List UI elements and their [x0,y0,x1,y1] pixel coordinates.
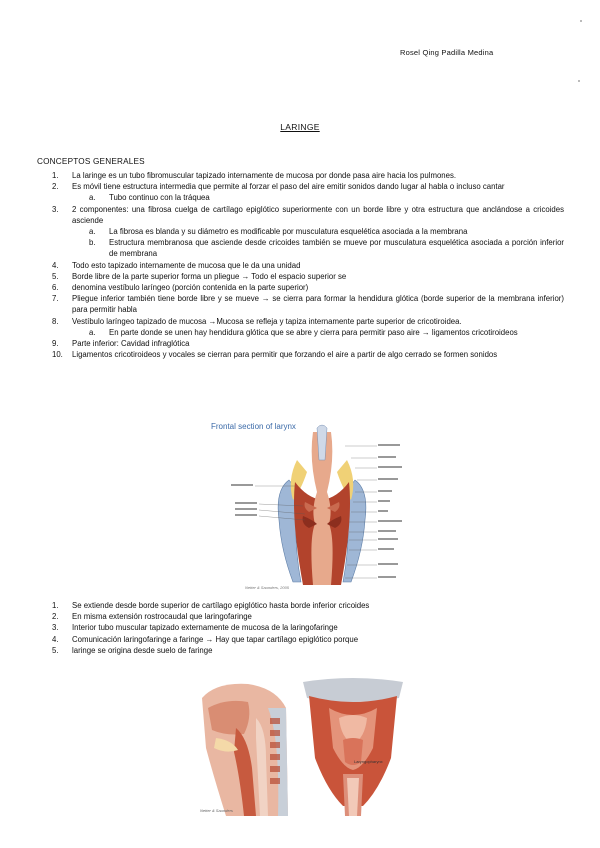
list-subitem [37,192,564,203]
list-item-text: Parte inferior: Cavidad infraglótica [72,339,190,349]
list-item [37,622,564,633]
list-item [37,293,564,315]
list-item-number: 4. [52,260,59,270]
list-item-number: 2. [52,182,59,192]
list-item-number: 1. [52,171,59,180]
list-item-text: La laringe es un tubo fibromuscular tapizado internamente de mucosa por donde pasa aire hacia los pulmones. [72,171,457,180]
list-item-text: Interior tubo muscular tapizado externamente de mucosa de la laringofaringe [72,623,338,633]
section-title: CONCEPTOS GENERALES [37,157,145,166]
list-larynx-extent [37,600,564,656]
list-item-text: En misma extensión rostrocaudal que laringofaringe [72,612,252,622]
figure-posterior-pharynx [299,678,407,816]
figure-larynx-frontal-section [205,420,410,592]
list-item [37,634,564,645]
list-item [37,645,564,656]
list-item [37,600,564,611]
list-item-text: Todo esto tapizado internamente de mucosa que le da una unidad [72,260,301,270]
figure-credit: Netter & Saunders, 2005 [245,585,290,590]
list-subitem-letter: b. [89,238,96,248]
list-subitem-letter: a. [89,193,96,203]
list-item [37,181,564,192]
list-item-number: 7. [52,294,59,304]
list-subitem-text: En parte donde se unen hay hendidura glótica que se abre y cierra para permitir paso aire → ligamentos cricotiroideos [109,327,518,337]
list-subitem-letter: a. [89,327,96,337]
page-marker [578,80,580,82]
list-item-number: 5. [52,271,59,281]
list-item [37,349,564,360]
list-item-text: Se extiende desde borde superior de cartílago epiglótico hasta borde inferior cricoides [72,601,370,610]
list-subitem-text: Tubo continuo con la tráquea [109,193,210,203]
list-item [37,338,564,349]
list-subitem [37,327,564,338]
list-subitem [37,237,564,259]
list-item-number: 8. [52,316,59,326]
list-item [37,260,564,271]
list-item [37,611,564,622]
list-item-text: 2 componentes: una fibrosa cuelga de cartílago epiglótico superiormente con un borde libre y otra estructura que anclándose a cricoides asciende [72,204,564,225]
list-item-number: 5. [52,645,59,655]
list-item-number: 6. [52,283,59,293]
posterior-pharynx-illustration [299,678,407,816]
figure-label: Laryngopharynx [354,759,383,764]
list-subitem-letter: a. [89,227,96,237]
list-item-number: 1. [52,601,59,610]
list-item [37,316,564,327]
list-item [37,271,564,282]
figure-title: Frontal section of larynx [211,422,296,431]
larynx-frontal-illustration [205,420,410,592]
list-item-number: 2. [52,612,59,622]
sagittal-section-illustration [196,678,296,816]
list-item-number: 3. [52,623,59,633]
list-subitem [37,226,564,237]
list-item-text: Ligamentos cricotiroideos y vocales se cierran para permitir que forzando el aire a partir de algo cerrado se formen sonidos [72,350,498,360]
list-item-text: Vestíbulo laríngeo tapizado de mucosa →Mucosa se refleja y tapiza internamente parte superior de cricotiroidea. [72,316,462,326]
list-item [37,282,564,293]
list-item-number: 3. [52,204,59,214]
list-item-text: Es móvil tiene estructura intermedia que permite al forzar el paso del aire emitir sonidos dando lugar al habla o incluso cantar [72,182,505,192]
list-subitem-text: La fibrosa es blanda y su diámetro es modificable por musculatura esquelética asociada a la membrana [109,227,468,237]
list-item-number: 4. [52,634,59,644]
list-item-text: Borde libre de la parte superior forma un pliegue → Todo el espacio superior se [72,271,347,281]
figure-sagittal-head-neck [196,678,296,816]
list-item-number: 10. [52,350,63,360]
list-general-concepts [37,170,564,360]
document-title: LARINGE [280,122,320,132]
page-marker [580,20,582,22]
list-item-text: laringe se origina desde suelo de faringe [72,645,213,655]
author-name: Rosel Qing Padilla Medina [400,48,494,57]
list-item-text: Comunicación laringofaringe a faringe → Hay que tapar cartílago epiglótico porque [72,634,359,644]
list-item [37,170,564,181]
list-item-text: Pliegue inferior también tiene borde libre y se mueve → se cierra para formar la hendidura glótica (borde superior de la membrana inferior) para permitir habla [72,294,564,315]
list-item-text: denomina vestíbulo laríngeo (porción contenida en la parte superior) [72,283,309,293]
list-subitem-text: Estructura membranosa que asciende desde cricoides también se mueve por musculatura esquelética asociada a porción inferior de membrana [109,238,564,259]
list-item [37,204,564,226]
list-item-number: 9. [52,339,59,349]
figure-credit: Netter & Saunders [200,808,233,813]
